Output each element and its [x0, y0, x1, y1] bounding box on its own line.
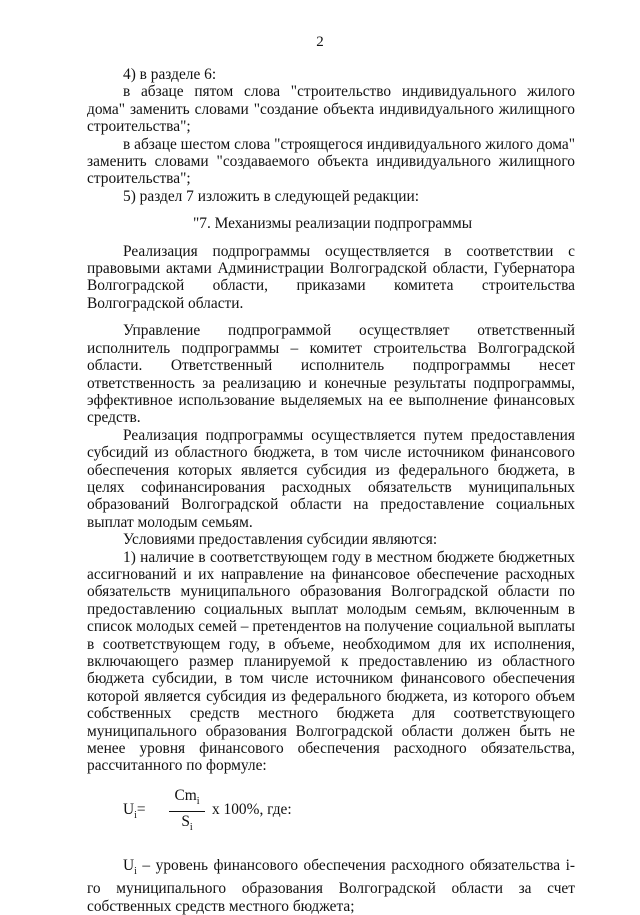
section-heading: "7. Механизмы реализации подпрограммы: [193, 215, 473, 233]
paragraph-amendment-fifth-abzac: в абзаце пятом слова "строительство индивидуального жилого дома" заменить словами "создание объекта индивидуального жилищного строительства";: [87, 83, 575, 136]
paragraph-definition-ui: $U_i$ – уровень финансового обеспечения расходного обязательства i-го муниципального образования Волгоградской области за счет собственных средств местного бюджета;: [87, 856, 575, 915]
formula-lhs: $U_i=$: [123, 800, 146, 821]
page-number: 2: [316, 34, 324, 50]
formula-numerator: $Cm_i$: [169, 787, 205, 812]
paragraph-condition-1: 1) наличие в соответствующем году в местном бюджете бюджетных ассигнований и их направление на финансовое обеспечение расходных обязательств муниципального образования Волгоградской области по предоставлению социальных выплат молодым семьям, включенным в список молодых семей – претендентов на получение социальной выплаты в соответствующем году, в объеме, необходимом для их исполнения, включающего размер планируемой к предоставлению из областного бюджета субсидии, в том числе источником финансового обеспечения которой является субсидия из федерального бюджета, из которого объем собственных средств местного бюджета для соответствующего муниципального образования Волгоградской области должен быть не менее уровня финансового обеспечения расходного обязательства, рассчитанного по формуле:: [87, 548, 575, 775]
paragraph-gap: [87, 312, 575, 322]
paragraph-amendment-section-6: 4) в разделе 6:: [123, 66, 217, 83]
paragraph-implementation: Реализация подпрограммы осуществляется в соответствии с правовыми актами Администрации Волгоградской области, Губернатора Волгоградской области, приказами комитета строительства Волгоградской области.: [87, 242, 575, 312]
paragraph-amendment-section-7: 5) раздел 7 изложить в следующей редакции:: [123, 187, 419, 205]
paragraph-management: Управление подпрограммой осуществляет ответственный исполнитель подпрограммы – комитет строительства Волгоградской области. Ответственный исполнитель подпрограммы несет ответственность за реализацию и конечные результаты подпрограммы, эффективное использование выделяемых на ее выполнение финансовых средств.: [87, 322, 575, 427]
document-body: [87, 66, 575, 915]
formula-denominator: $S_i$: [181, 813, 193, 834]
formula-rhs: x 100%, где:: [212, 800, 292, 818]
paragraph-conditions-intro: Условиями предоставления субсидии являются:: [123, 531, 438, 549]
paragraph-subsidies: Реализация подпрограммы осуществляется путем предоставления субсидий из областного бюджета, в том числе источником финансового обеспечения которых является субсидия из федерального бюджета, в целях софинансирования расходных обязательств муниципальных образований Волгоградской области на предоставление социальных выплат молодым семьям.: [87, 426, 575, 531]
formula: [87, 785, 575, 837]
formula-fraction: [169, 787, 205, 837]
paragraph-amendment-sixth-abzac: в абзаце шестом слова "строящегося индивидуального жилого дома" заменить словами "создаваемого объекта индивидуального жилищного строительства";: [87, 135, 575, 188]
